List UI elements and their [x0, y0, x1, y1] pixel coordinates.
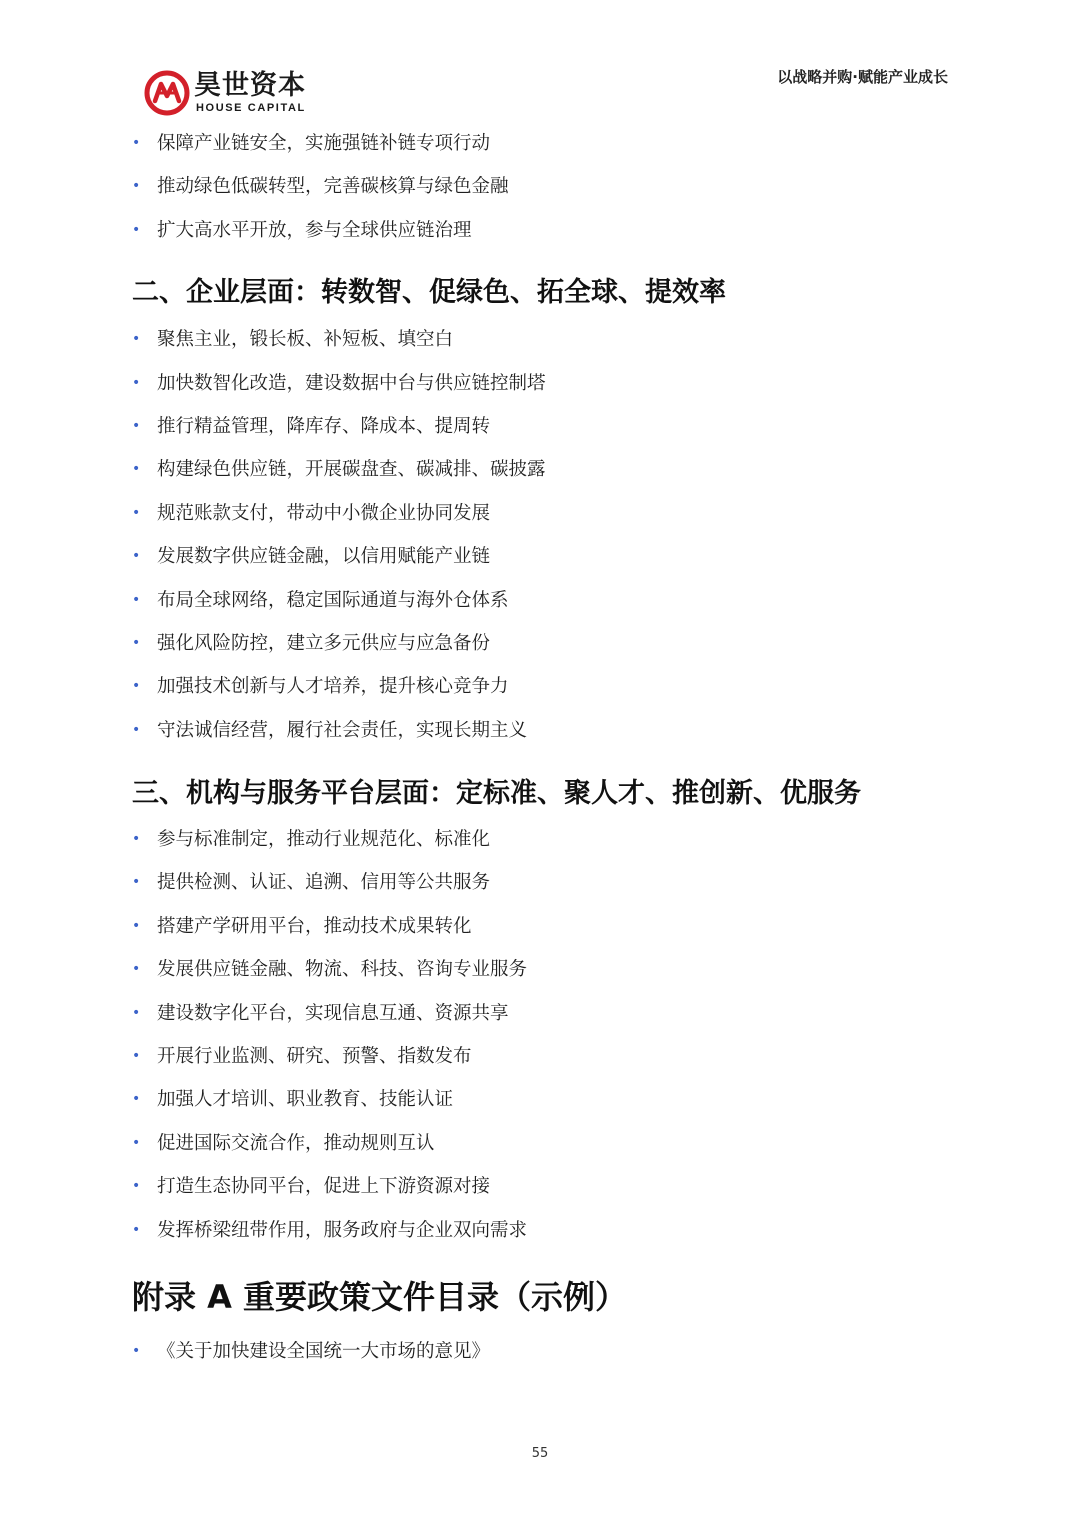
- list-item: [132, 535, 962, 578]
- list-item-text: 参与标准制定，推动行业规范化、标准化: [157, 829, 491, 851]
- list-item: [132, 209, 962, 252]
- logo-chinese-name: 昊世资本: [194, 70, 306, 101]
- bullet-icon: •: [132, 634, 141, 651]
- bullet-icon: •: [132, 1178, 141, 1195]
- appendix-heading: 附录 A 重要政策文件目录（示例）: [132, 1277, 628, 1316]
- list-item: [132, 622, 962, 665]
- bullet-icon: •: [132, 331, 141, 348]
- list-item: [132, 948, 962, 991]
- bullet-icon: •: [132, 178, 141, 195]
- bullet-icon: •: [132, 721, 141, 738]
- bullet-icon: •: [132, 1134, 141, 1151]
- bullet-icon: •: [132, 678, 141, 695]
- list-item-text: 《关于加快建设全国统一大市场的意见》: [157, 1340, 491, 1362]
- section2-heading: 二、企业层面：转数智、促绿色、拓全球、提效率: [132, 277, 726, 309]
- list-item-text: 构建绿色供应链，开展碳盘查、碳减排、碳披露: [157, 459, 546, 481]
- list-item: [132, 1209, 962, 1252]
- bullet-icon: •: [132, 874, 141, 891]
- section3-list: [132, 818, 962, 1252]
- section2-list: [132, 318, 962, 752]
- list-item-text: 强化风险防控，建立多元供应与应急备份: [157, 632, 491, 654]
- bullet-icon: •: [132, 1048, 141, 1065]
- list-item: [132, 165, 962, 208]
- bullet-icon: •: [132, 135, 141, 151]
- page-content: [132, 122, 962, 1373]
- page-number: 55: [531, 1446, 549, 1461]
- list-item: [132, 448, 962, 491]
- company-logo: [144, 70, 306, 116]
- list-item: [132, 122, 962, 165]
- bullet-icon: •: [132, 961, 141, 978]
- list-item: [132, 818, 962, 861]
- list-item-text: 打造生态协同平台，促进上下游资源对接: [157, 1176, 491, 1198]
- list-item-text: 聚焦主业，锻长板、补短板、填空白: [157, 329, 454, 351]
- list-item-text: 推动绿色低碳转型，完善碳核算与绿色金融: [157, 176, 509, 198]
- list-item: [132, 665, 962, 708]
- list-item-text: 开展行业监测、研究、预警、指数发布: [157, 1046, 472, 1068]
- bullet-icon: •: [132, 374, 141, 391]
- section1-list: [132, 122, 962, 252]
- list-item-text: 促进国际交流合作，推动规则互认: [157, 1132, 435, 1154]
- bullet-icon: •: [132, 548, 141, 565]
- list-item: [132, 1122, 962, 1165]
- list-item: [132, 992, 962, 1035]
- bullet-icon: •: [132, 1221, 141, 1238]
- house-capital-logo-icon: [144, 70, 190, 116]
- header-slogan: 以战略并购·赋能产业成长: [777, 68, 948, 86]
- list-item: [132, 905, 962, 948]
- bullet-icon: •: [132, 504, 141, 521]
- list-item: [132, 492, 962, 535]
- list-item: [132, 709, 962, 752]
- list-item-text: 发展供应链金融、物流、科技、咨询专业服务: [157, 959, 528, 981]
- list-item: [132, 318, 962, 361]
- list-item: [132, 861, 962, 904]
- list-item: [132, 1165, 962, 1208]
- list-item-text: 加快数智化改造，建设数据中台与供应链控制塔: [157, 372, 546, 394]
- list-item-text: 推行精益管理，降库存、降成本、提周转: [157, 415, 491, 437]
- bullet-icon: •: [132, 1091, 141, 1108]
- bullet-icon: •: [132, 917, 141, 934]
- list-item-text: 规范账款支付，带动中小微企业协同发展: [157, 502, 491, 524]
- list-item-text: 建设数字化平台，实现信息互通、资源共享: [157, 1002, 509, 1024]
- list-item-text: 守法诚信经营，履行社会责任，实现长期主义: [157, 719, 528, 741]
- appendix-list: [132, 1330, 962, 1373]
- bullet-icon: •: [132, 461, 141, 478]
- list-item: [132, 1330, 962, 1373]
- list-item-text: 发挥桥梁纽带作用，服务政府与企业双向需求: [157, 1219, 528, 1241]
- section3-heading: 三、机构与服务平台层面：定标准、聚人才、推创新、优服务: [132, 778, 861, 810]
- list-item-text: 布局全球网络，稳定国际通道与海外仓体系: [157, 589, 509, 611]
- bullet-icon: •: [132, 831, 141, 848]
- list-item-text: 加强技术创新与人才培养，提升核心竞争力: [157, 676, 509, 698]
- list-item-text: 扩大高水平开放，参与全球供应链治理: [157, 219, 472, 241]
- list-item: [132, 1035, 962, 1078]
- bullet-icon: •: [132, 591, 141, 608]
- list-item: [132, 405, 962, 448]
- logo-english-name: HOUSE CAPITAL: [196, 102, 306, 114]
- bullet-icon: •: [132, 221, 141, 238]
- list-item-text: 发展数字供应链金融，以信用赋能产业链: [157, 546, 491, 568]
- list-item-text: 保障产业链安全，实施强链补链专项行动: [157, 133, 491, 154]
- bullet-icon: •: [132, 1004, 141, 1021]
- list-item: [132, 362, 962, 405]
- list-item: [132, 1078, 962, 1121]
- bullet-icon: •: [132, 1342, 141, 1359]
- bullet-icon: •: [132, 417, 141, 434]
- list-item-text: 加强人才培训、职业教育、技能认证: [157, 1089, 454, 1111]
- list-item-text: 搭建产学研用平台，推动技术成果转化: [157, 915, 472, 937]
- list-item-text: 提供检测、认证、追溯、信用等公共服务: [157, 872, 491, 894]
- list-item: [132, 579, 962, 622]
